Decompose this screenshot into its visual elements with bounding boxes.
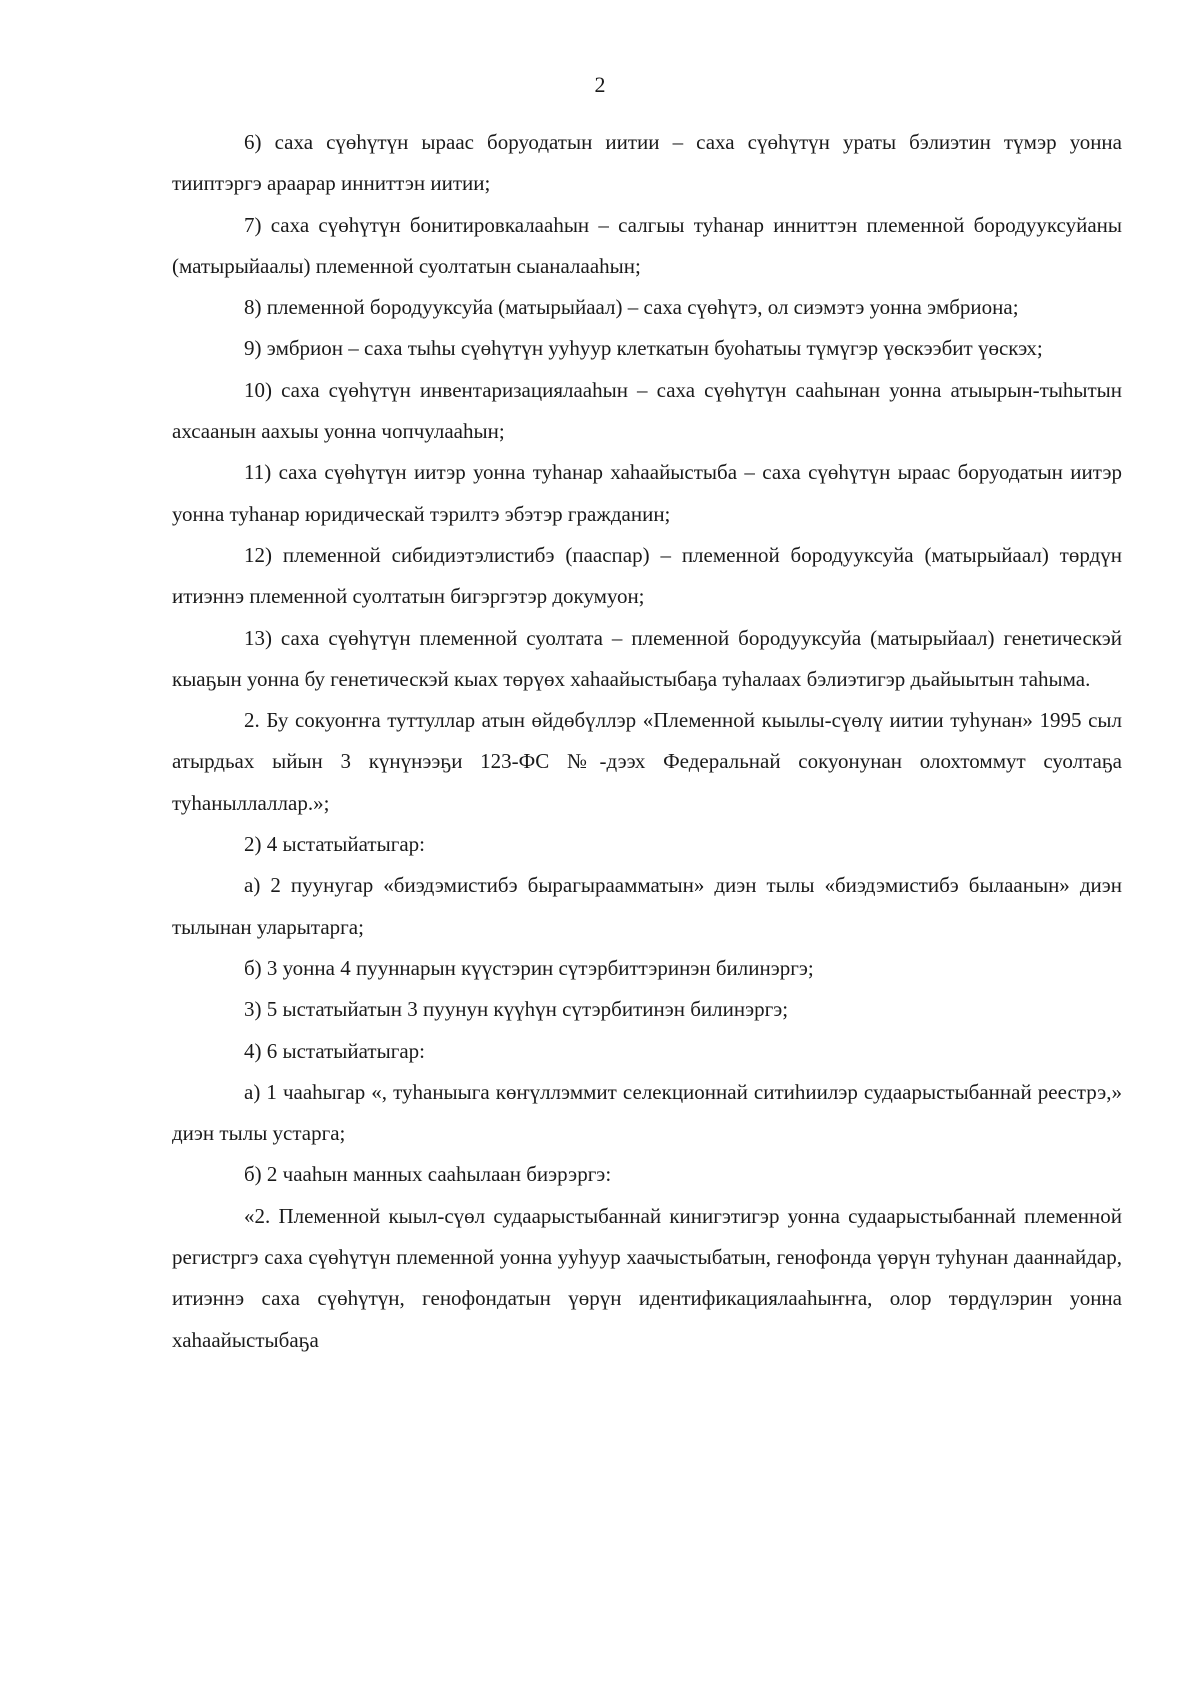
paragraph: 10) саха сүөһүтүн инвентаризациялааһын – саха сүөһүтүн сааһынан уонна атыырын-тыһытын ахсаанын аахыы уонна чопчулааһын; bbox=[172, 377, 1122, 444]
paragraph: б) 3 уонна 4 пууннарын күүстэрин сүтэрбиттэринэн билинэргэ; bbox=[244, 955, 814, 980]
page-number: 2 bbox=[594, 72, 606, 97]
paragraph: 12) племенной сибидиэтэлистибэ (пааспар) – племенной бородууксуйа (матырыйаал) төрдүн итиэннэ племенной суолтатын бигэргэтэр докумуон; bbox=[172, 542, 1122, 609]
paragraph: 2) 4 ыстатыйатыгар: bbox=[244, 832, 425, 857]
paragraph: 2. Бу сокуоҥҥа туттуллар атын өйдөбүллэр «Племенной кыылы-сүөлү иитии туһунан» 1995 сыл атырдьах ыйын 3 күнүнээҕи 123-ФС №-дээх Федеральнай сокуонунан олохтоммут суолтаҕа туһаныллаллар.»; bbox=[172, 708, 1122, 815]
paragraph: 3) 5 ыстатыйатын 3 пуунун күүһүн сүтэрбитинэн билинэргэ; bbox=[244, 997, 789, 1022]
document-body bbox=[172, 122, 1122, 1361]
paragraph: а) 2 пуунугар «биэдэмистибэ бырагыраамматын» диэн тылы «биэдэмистибэ былаанын» диэн тылынан уларытарга; bbox=[172, 873, 1122, 939]
paragraph: «2. Племенной кыыл-сүөл судаарыстыбаннай кинигэтигэр уонна судаарыстыбаннай племенной регистргэ саха сүөһүтүн племенной уонна ууһуур хаачыстыбатын, генофонда үөрүн туһунан дааннайдар, итиэннэ саха сүөһүтүн, генофондатын үөрүн идентификациялааһыҥҥа, олор төрдүлэрин уонна хаһаайыстыбаҕа bbox=[172, 1203, 1122, 1352]
paragraph: 4) 6 ыстатыйатыгар: bbox=[244, 1038, 425, 1063]
paragraph: 6) саха сүөһүтүн ыраас боруодатын иитии – саха сүөһүтүн ураты бэлиэтин түмэр уонна тииптэргэ араарар инниттэн иитии; bbox=[172, 130, 1122, 196]
paragraph: а) 1 чааһыгар «, туһаныыга көҥүллэммит селекционнай ситиһиилэр судаарыстыбаннай реестрэ,» диэн тылы устарга; bbox=[172, 1079, 1122, 1146]
paragraph: 9) эмбрион – саха тыһы сүөһүтүн ууһуур клеткатын буоһатыы түмүгэр үөскээбит үөскэх; bbox=[244, 336, 1043, 361]
paragraph: 11) саха сүөһүтүн иитэр уонна туһанар хаһаайыстыба – саха сүөһүтүн ыраас боруодатын иитэр уонна туһанар юридическай тэрилтэ эбэтэр гражданин; bbox=[172, 460, 1122, 526]
paragraph: 8) племенной бородууксуйа (матырыйаал) – саха сүөһүтэ, ол сиэмэтэ уонна эмбриона; bbox=[244, 295, 1019, 320]
paragraph: б) 2 чааһын манных сааһылаан биэрэргэ: bbox=[244, 1162, 612, 1187]
paragraph: 7) саха сүөһүтүн бонитировкалааһын – салгыы туһанар инниттэн племенной бородууксуйаны (матырыйаалы) племенной суолтатын сыаналааһын; bbox=[172, 212, 1122, 278]
paragraph: 13) саха сүөһүтүн племенной суолтата – племенной бородууксуйа (матырыйаал) генетическэй кыаҕын уонна бу генетическэй кыах төрүөх хаһаайыстыбаҕа туһалаах бэлиэтигэр дьайыытын таһыма. bbox=[172, 625, 1122, 691]
